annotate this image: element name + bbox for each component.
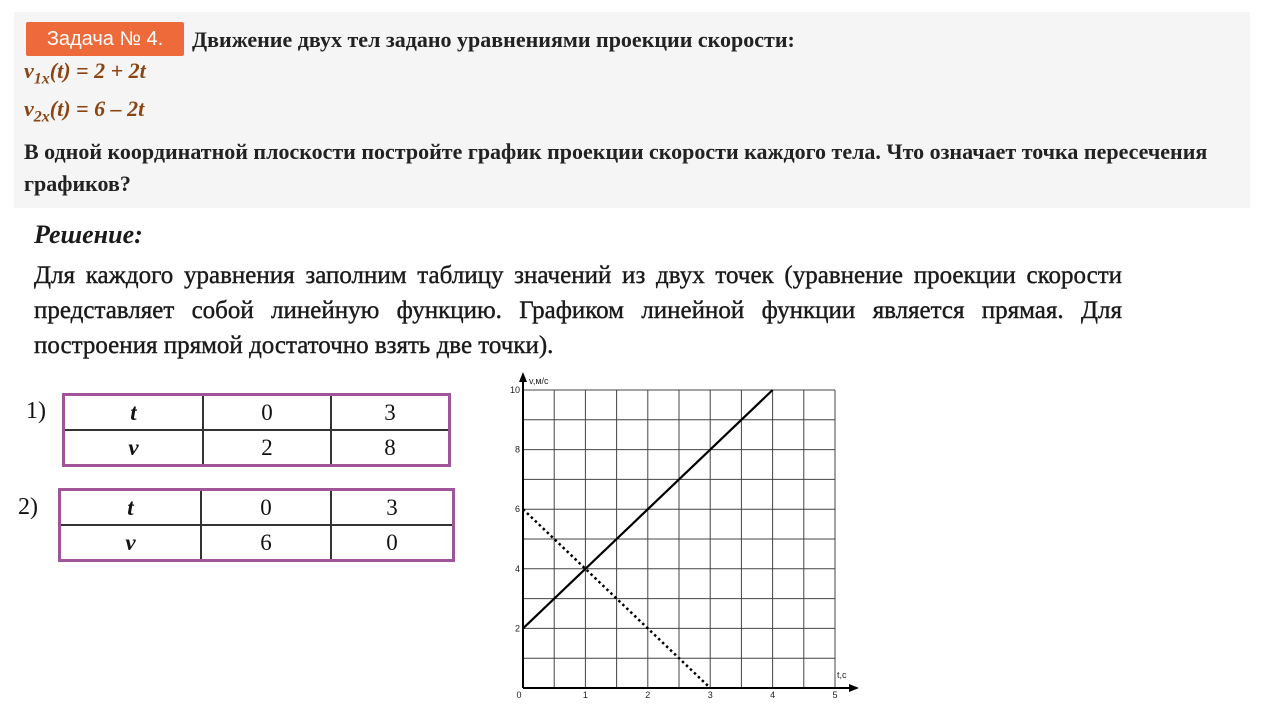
table-cell: 0: [201, 490, 331, 526]
task-title: Движение двух тел задано уравнениями проекции скорости:: [192, 27, 795, 52]
solution-heading: Решение:: [34, 220, 143, 249]
table-cell: t: [64, 395, 204, 431]
x-tick-label: 0: [516, 690, 522, 700]
y-tick-label: 4: [514, 563, 520, 574]
table-1-label: 1): [26, 398, 46, 424]
x-tick-label: 4: [770, 690, 776, 700]
table-cell: 0: [331, 525, 454, 561]
task-question: В одной координатной плоскости постройте график проекции скорости каждого тела. Что означает точка пересечения графиков?: [24, 139, 1208, 196]
y-axis-label: v,м/с: [529, 376, 549, 386]
y-tick-label: 10: [509, 385, 520, 395]
table-cell: 8: [331, 430, 450, 466]
table-cell: v: [60, 525, 202, 561]
y-axis-arrow: [519, 372, 527, 382]
values-table-1: [62, 393, 451, 467]
table-cell: t: [60, 490, 202, 526]
table-cell: 3: [331, 395, 450, 431]
table-row: [60, 525, 454, 561]
x-axis-label: t,c: [837, 670, 847, 680]
values-table-2: [58, 488, 455, 562]
table-cell: 6: [201, 525, 331, 561]
task-badge: Задача № 4.: [26, 22, 184, 56]
equation-2: $v_{2x}(t) = 6 - 2t$: [24, 96, 145, 126]
x-tick-label: 5: [832, 690, 838, 700]
x-axis-arrow: [849, 684, 859, 692]
x-tick-label: 3: [707, 690, 713, 700]
table-row: [64, 395, 450, 431]
table-cell: 2: [203, 430, 331, 466]
y-tick-label: 8: [514, 444, 520, 455]
table-2-label: 2): [18, 494, 38, 520]
equation-1: $v_{1x}(t) = 2 + 2t$: [24, 58, 146, 88]
table-row: [60, 490, 454, 526]
y-tick-label: 6: [514, 504, 520, 515]
velocity-chart: [495, 370, 865, 710]
table-cell: 3: [331, 490, 454, 526]
table-cell: v: [64, 430, 204, 466]
velocity-chart-svg: [495, 370, 865, 710]
x-tick-label: 1: [582, 690, 588, 700]
x-tick-label: 2: [645, 690, 651, 700]
table-cell: 0: [203, 395, 331, 431]
table-row: [64, 430, 450, 466]
solution-text: Для каждого уравнения заполним таблицу значений из двух точек (уравнение проекции скорости представляет собой линейную функцию. Графиком линейной функции является прямая. Для построения прямой достаточно взять две точки).: [34, 262, 1122, 359]
y-tick-label: 2: [514, 623, 520, 634]
